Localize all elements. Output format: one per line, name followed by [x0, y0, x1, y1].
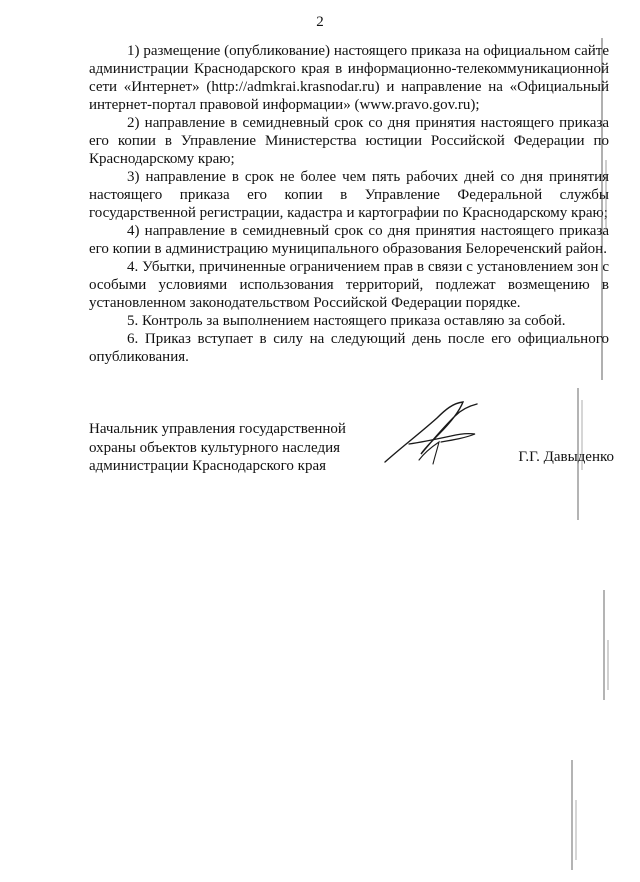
document-body — [89, 42, 609, 366]
signature-block — [89, 420, 614, 480]
paragraph-ministry-justice: 2) направление в семидневный срок со дня принятия настоящего приказа его копии в Управление Министерства юстиции Российской Федерации по Краснодарскому краю; — [89, 115, 609, 167]
handwritten-signature — [379, 398, 489, 470]
signer-title — [89, 420, 389, 476]
paragraph-control: 5. Контроль за выполнением настоящего приказа оставляю за собой. — [127, 313, 566, 329]
paragraph-publication: 1) размещение (опубликование) настоящего приказа на официальном сайте администрации Краснодарского края в информационно-телекоммуникационной сети «Интернет» (http://admkrai.krasnodar.ru) и направление на «Официальный интернет-портал правовой информации» (www.pravo.gov.ru); — [89, 43, 609, 113]
scan-margin-artifacts — [560, 0, 640, 882]
signer-title-line: администрации Краснодарского края — [89, 458, 327, 474]
paragraph-effective-date: 6. Приказ вступает в силу на следующий день после его официального опубликования. — [89, 331, 609, 365]
signer-title-line: охраны объектов культурного наследия — [89, 439, 341, 456]
signer-name: Г.Г. Давыденко — [518, 449, 614, 465]
paragraph-municipality: 4) направление в семидневный срок со дня принятия настоящего приказа его копии в администрацию муниципального образования Белореченский район. — [89, 223, 609, 257]
paragraph-rosreestr: 3) направление в срок не более чем пять рабочих дней со дня принятия настоящего приказа его копии в Управление Федеральной службы государственной регистрации, кадастра и картографии по Краснодарскому краю; — [89, 169, 609, 221]
page-number: 2 — [316, 14, 324, 30]
paragraph-losses: 4. Убытки, причиненные ограничением прав в связи с установлением зон с особыми условиями использования территорий, подлежат возмещению в установленном законодательством Российской Федерации порядке. — [89, 259, 609, 311]
signer-title-line: Начальник управления государственной — [89, 421, 346, 437]
